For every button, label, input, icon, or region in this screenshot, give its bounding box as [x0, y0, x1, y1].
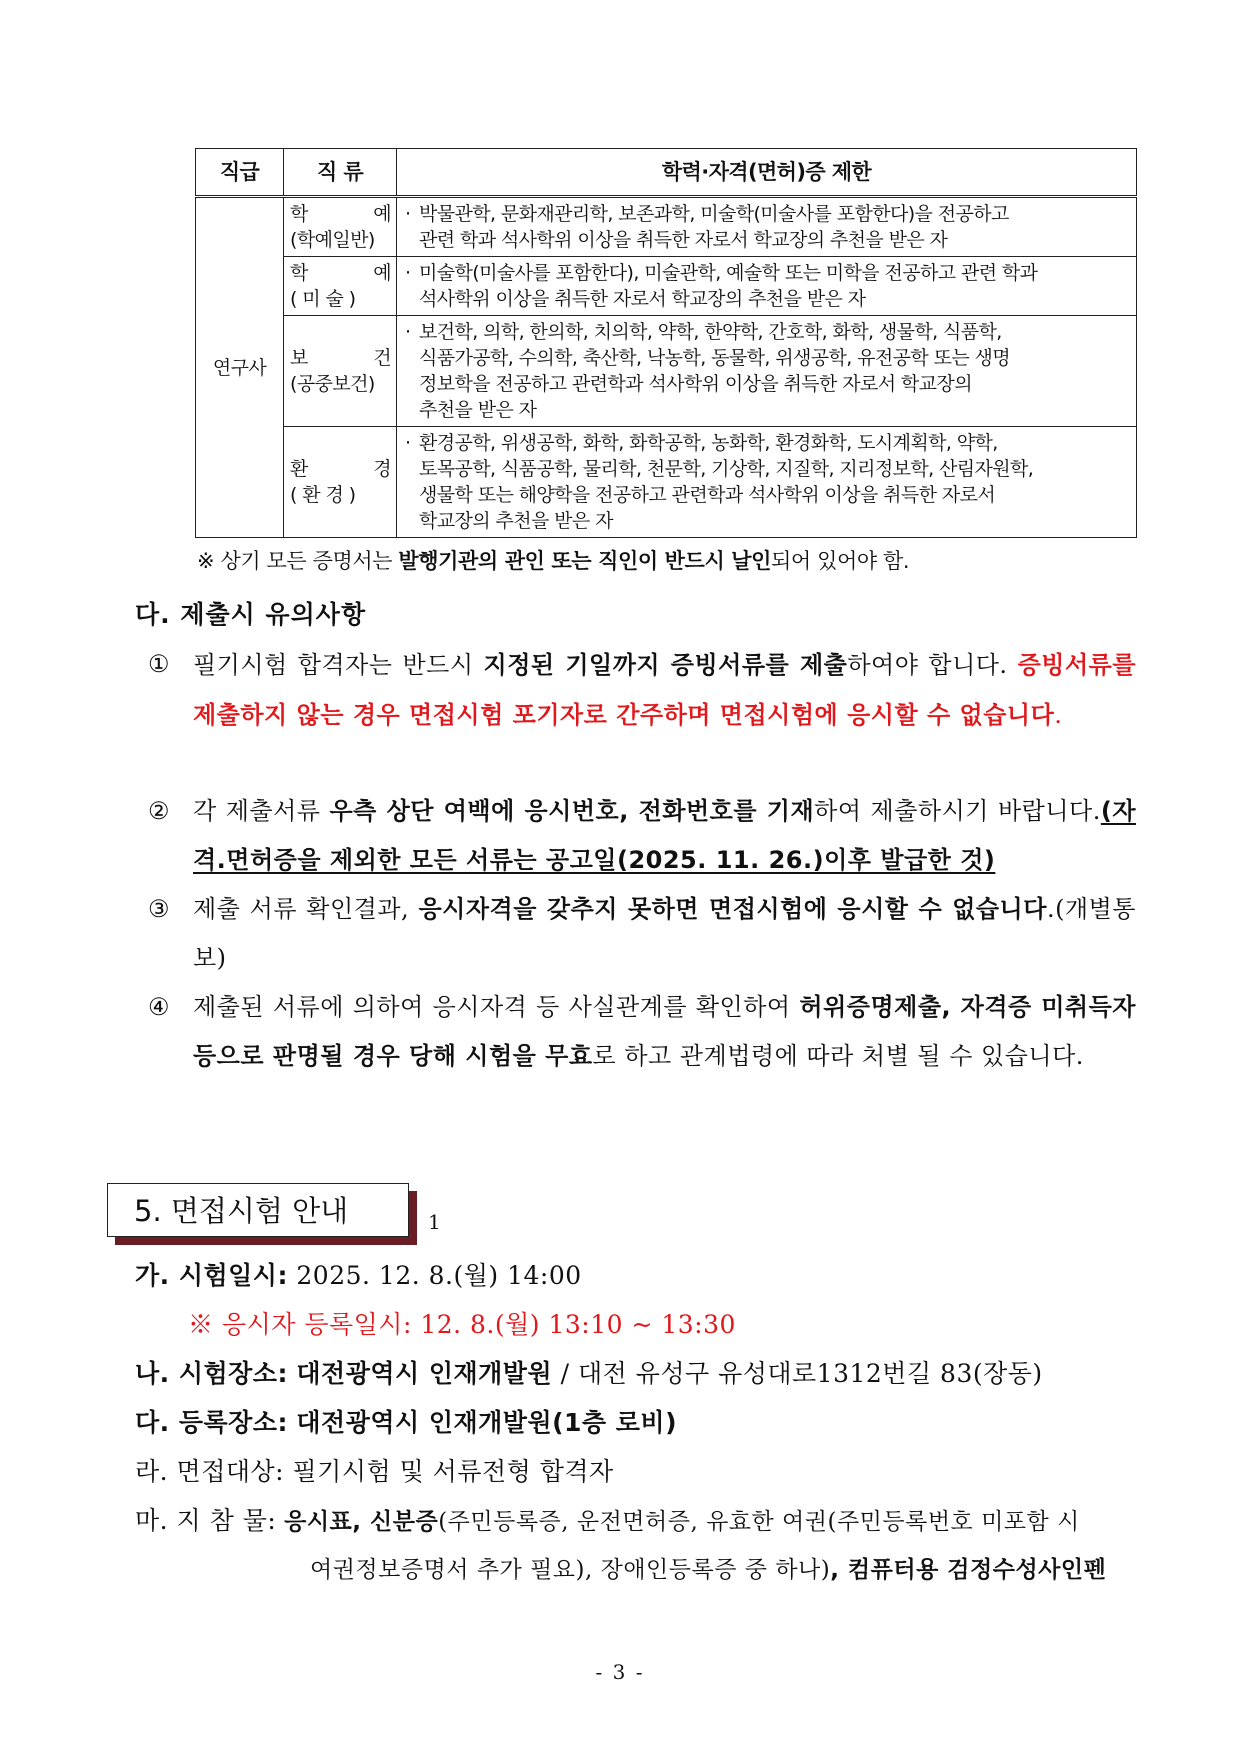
requirement-line: 환경공학, 위생공학, 화학, 화학공학, 농화학, 환경화학, 도시계획학, 약학, [419, 432, 998, 454]
registration-time: ※ 응시자 등록일시: 12. 8.(월) 13:10 ~ 13:30 [188, 1310, 736, 1339]
field-cell [284, 427, 397, 538]
field-subname: ( 환 경 ) [290, 484, 356, 506]
field-cell [284, 316, 397, 427]
rank-cell: 연구사 [196, 197, 284, 538]
bullet-icon [405, 227, 419, 253]
page-number: - 3 - [595, 1660, 645, 1684]
bullet-icon [405, 482, 419, 508]
bullet-icon [405, 508, 419, 534]
exam-place: 나. 시험장소: 대전광역시 인재개발원 / 대전 유성구 유성대로1312번길 83(장동) [135, 1359, 1043, 1388]
field-name-char: 보 [290, 347, 308, 369]
table-row [196, 316, 1137, 427]
field-name-char: 예 [373, 262, 391, 284]
table-row [196, 427, 1137, 538]
registration-place: 다. 등록장소: 대전광역시 인재개발원(1층 로비) [135, 1408, 678, 1437]
requirement-line: 보건학, 의학, 한의학, 치의학, 약학, 한약학, 간호학, 화학, 생물학, 식품학, [419, 321, 1002, 343]
exam-date: 가. 시험일시: 2025. 12. 8.(월) 14:00 [135, 1261, 582, 1290]
field-name-char: 환 [290, 458, 308, 480]
requirement-line: 정보학을 전공하고 관련학과 석사학위 이상을 취득한 자로서 학교장의 [419, 373, 972, 395]
field-name-char: 학 [290, 203, 308, 225]
bullet-icon [405, 286, 419, 312]
table-row [196, 257, 1137, 316]
field-name-char: 건 [373, 347, 391, 369]
field-subname: ( 미 술 ) [290, 288, 356, 310]
certificate-note: ※ 상기 모든 증명서는 발행기관의 관인 또는 직인이 반드시 날인되어 있어야 함. [197, 549, 910, 573]
items-to-bring-cont: 여권정보증명서 추가 필요), 장애인등록증 중 하나), 컴퓨터용 검정수성사인펜 [310, 1557, 1107, 1583]
items-to-bring: 마. 지 참 물: 응시표, 신분증(주민등록증, 운전면허증, 유효한 여권(주민등록번호 미포함 시 [135, 1506, 1080, 1535]
requirement-cell [397, 197, 1137, 257]
notice-item-1: ① 필기시험 합격자는 반드시 지정된 기일까지 증빙서류를 제출하여야 합니다. 증빙서류를 제출하지 않는 경우 면접시험 포기자로 간주하며 면접시험에 응시할 수 없습니다. [148, 650, 1136, 729]
bullet-icon [405, 397, 419, 423]
field-cell [284, 197, 397, 257]
requirement-line: 학교장의 추천을 받은 자 [419, 510, 613, 532]
bullet-icon [405, 371, 419, 397]
header-field: 직 류 [284, 149, 397, 197]
requirement-line: 관련 학과 석사학위 이상을 취득한 자로서 학교장의 추천을 받은 자 [419, 229, 948, 251]
requirement-cell [397, 427, 1137, 538]
notice-item-4: ④ 제출된 서류에 의하여 응시자격 등 사실관계를 확인하여 허위증명제출, 자격증 미취득자 등으로 판명될 경우 당해 시험을 무효로 하고 관계법령에 따라 처별 될 수 있습니다. [148, 993, 1136, 1070]
requirement-line: 생물학 또는 해양학을 전공하고 관련학과 석사학위 이상을 취득한 자로서 [419, 484, 996, 506]
bullet-icon: · [405, 432, 411, 454]
bullet-icon [405, 345, 419, 371]
notice-item-3: ③ 제출 서류 확인결과, 응시자격을 갖추지 못하면 면접시험에 응시할 수 없습니다.(개별통보) [148, 895, 1136, 972]
qualification-table [195, 148, 1137, 538]
requirement-cell [397, 316, 1137, 427]
field-subname: (학예일반) [290, 229, 375, 251]
field-name-char: 경 [373, 458, 391, 480]
requirement-line: 식품가공학, 수의학, 축산학, 낙농학, 동물학, 위생공학, 유전공학 또는 생명 [419, 347, 1011, 369]
bullet-icon [405, 456, 419, 482]
requirement-line: 석사학위 이상을 취득한 자로서 학교장의 추천을 받은 자 [419, 288, 866, 310]
interview-target: 라. 면접대상: 필기시험 및 서류전형 합격자 [135, 1457, 614, 1486]
header-rank: 직급 [196, 149, 284, 197]
section5-mark: 1 [428, 1210, 441, 1234]
requirement-line: 토목공학, 식품공학, 물리학, 천문학, 기상학, 지질학, 지리정보학, 산림자원학, [419, 458, 1034, 480]
requirement-line: 미술학(미술사를 포함한다), 미술관학, 예술학 또는 미학을 전공하고 관련 학과 [419, 262, 1038, 284]
field-cell [284, 257, 397, 316]
table-row [196, 197, 1137, 257]
field-subname: (공중보건) [290, 373, 375, 395]
bullet-icon: · [405, 203, 411, 225]
section-da-title: 다. 제출시 유의사항 [135, 600, 367, 629]
section5-title-box: 5. 면접시험 안내 [107, 1183, 409, 1237]
field-name-char: 학 [290, 262, 308, 284]
notice-item-2: ② 각 제출서류 우측 상단 여백에 응시번호, 전화번호를 기재하여 제출하시기 바랍니다.(자격.면허증을 제외한 모든 서류는 공고일(2025. 11. 26.)이후 발급한 것) [148, 797, 1136, 874]
field-name-char: 예 [373, 203, 391, 225]
bullet-icon: · [405, 262, 411, 284]
requirement-line: 박물관학, 문화재관리학, 보존과학, 미술학(미술사를 포함한다)을 전공하고 [419, 203, 1009, 225]
bullet-icon: · [405, 321, 411, 343]
requirement-cell [397, 257, 1137, 316]
header-requirement: 학력·자격(면허)증 제한 [397, 149, 1137, 197]
requirement-line: 추천을 받은 자 [419, 399, 537, 421]
